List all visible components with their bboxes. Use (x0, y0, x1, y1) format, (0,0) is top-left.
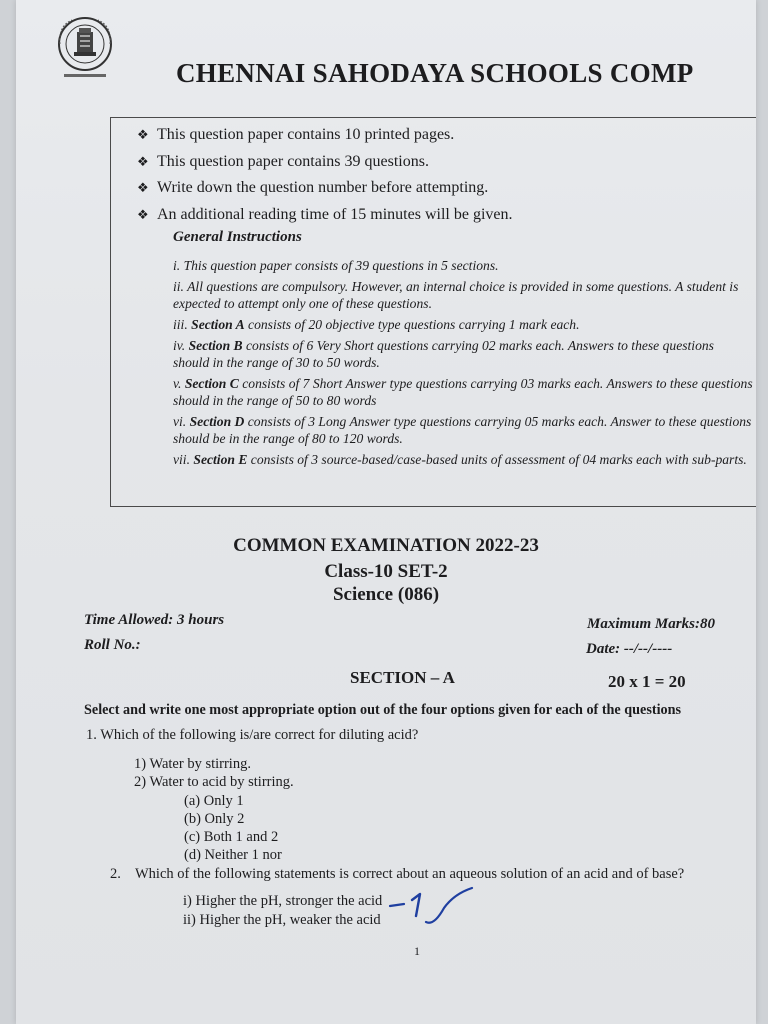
school-name-heading: CHENNAI SAHODAYA SCHOOLS COMP (176, 58, 694, 88)
general-instructions-list (173, 257, 753, 472)
notes-list (137, 122, 512, 228)
question-2: Which of the following statements is correct about an aqueous solution of an acid and of base? (135, 866, 685, 882)
note-item: ❖ This question paper contains 10 printed pages. (137, 122, 512, 149)
page-number: 1 (414, 944, 420, 958)
instructions-box (110, 117, 756, 507)
question-1-option-b: (b) Only 2 (184, 811, 245, 827)
note-item: ❖ Write down the question number before attempting. (137, 175, 512, 202)
section-title: SECTION – A (350, 668, 455, 687)
instruction-item: i. This question paper consists of 39 questions in 5 sections. (173, 258, 499, 273)
instruction-item: v. Section C consists of 7 Short Answer type questions carrying 03 marks each. Answers to these questions should in the range of 50 to 80 words (173, 376, 753, 408)
question-1-option-d: (d) Neither 1 nor (184, 847, 282, 863)
instruction-item: vi. Section D consists of 3 Long Answer type questions carrying 05 marks each. Answer to these questions should be in the range of 80 to 120 words. (173, 414, 752, 446)
handwritten-tick-mark-icon (386, 886, 476, 930)
question-1-option-a: (a) Only 1 (184, 793, 244, 809)
maximum-marks: Maximum Marks:80 (587, 616, 715, 632)
school-emblem-icon (50, 14, 120, 84)
instruction-item: iii. Section A consists of 20 objective type questions carrying 1 mark each. (173, 317, 580, 332)
question-1-statement: 1) Water by stirring. (134, 756, 251, 772)
time-allowed: Time Allowed: 3 hours (84, 612, 225, 628)
question-2-number: 2. (110, 866, 121, 882)
question-2-statement: ii) Higher the pH, weaker the acid (183, 912, 381, 928)
note-item: ❖ An additional reading time of 15 minutes will be given. (137, 202, 512, 229)
general-instructions-title: General Instructions (173, 229, 302, 245)
question-1-statement: 2) Water to acid by stirring. (134, 774, 294, 790)
section-instruction: Select and write one most appropriate option out of the four options given for each of the questions (84, 702, 682, 718)
exam-subject: Science (086) (332, 584, 440, 605)
instruction-item: ii. All questions are compulsory. However, an internal choice is provided in some questions. A student is expected to attempt only one of these questions. (173, 279, 739, 311)
roll-number-label: Roll No.: (84, 637, 141, 653)
diamond-star-icon: ❖ (137, 127, 149, 142)
diamond-star-icon: ❖ (137, 153, 149, 169)
question-paper-page (16, 0, 756, 1024)
instruction-item: iv. Section B consists of 6 Very Short questions carrying 02 marks each. Answers to these questions should in the range of 30 to 50 words. (173, 338, 714, 370)
section-marks: 20 x 1 = 20 (608, 672, 686, 691)
diamond-star-icon: ❖ (137, 206, 149, 222)
exam-class: Class-10 SET-2 (324, 561, 448, 582)
question-2-statement: i) Higher the pH, stronger the acid (183, 893, 383, 909)
date-label: Date: --/--/---- (586, 641, 673, 657)
question-1: 1. Which of the following is/are correct for diluting acid? (86, 727, 419, 743)
instruction-item: vii. Section E consists of 3 source-based/case-based units of assessment of 04 marks each with sub-parts. (173, 452, 747, 467)
question-1-option-c: (c) Both 1 and 2 (184, 829, 279, 845)
note-item: ❖ This question paper contains 39 questions. (137, 149, 512, 176)
svg-text:1: 1 (410, 905, 411, 907)
diamond-star-icon: ❖ (137, 180, 149, 195)
exam-title: COMMON EXAMINATION 2022-23 (233, 535, 539, 556)
